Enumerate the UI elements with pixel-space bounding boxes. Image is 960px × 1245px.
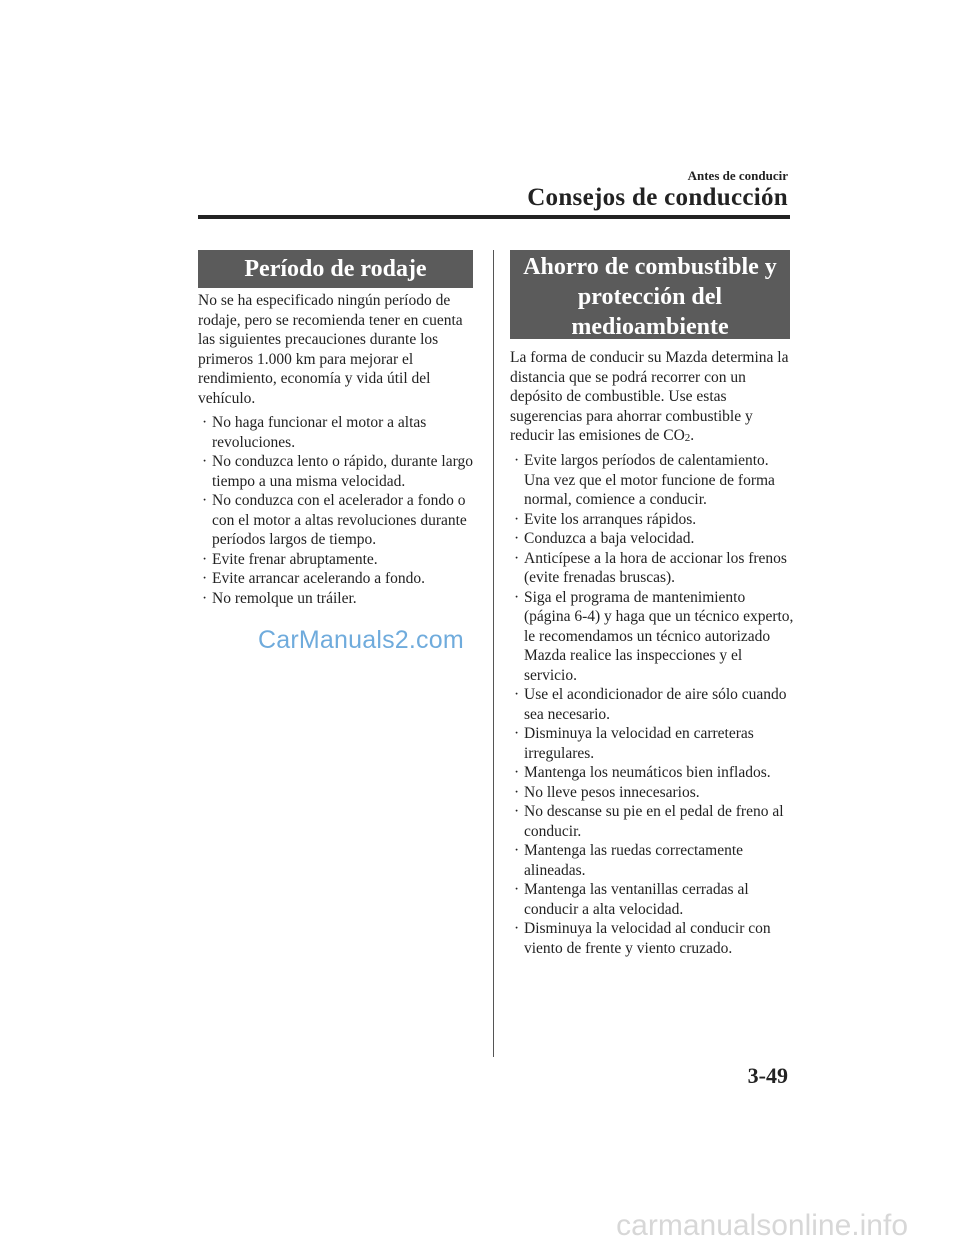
fuel-economy-intro: La forma de conducir su Mazda determina la distancia que se podrá recorrer con un depósito de combustible. Use estas sugerencias para ahorrar combustible y reducir las emisiones de $CO_2$. — [510, 349, 789, 444]
bullet-icon: · — [514, 725, 520, 742]
bullet-icon: · — [514, 530, 520, 547]
page-number: 3-49 — [747, 1063, 788, 1088]
bullet-icon: · — [514, 783, 520, 801]
footer-watermark: carmanualsonline.info — [616, 1209, 908, 1242]
bullet-icon: · — [514, 920, 520, 937]
list-item: · Conduzca a baja velocidad. — [514, 530, 695, 547]
list-item: · Mantenga las ventanillas cerradas al conducir a alta velocidad. — [514, 881, 749, 918]
bullet-icon: · — [514, 588, 520, 606]
bullet-icon: · — [202, 589, 208, 607]
list-item: · Evite arrancar acelerando a fondo. — [202, 570, 425, 587]
list-item: · No remolque un tráiler. — [202, 589, 357, 607]
list-item: · Mantenga las ruedas correctamente alineadas. — [514, 842, 744, 879]
heading-line: protección del — [577, 284, 723, 310]
list-item: · Anticípese a la hora de accionar los frenos (evite frenadas bruscas). — [514, 549, 787, 586]
bullet-icon: · — [514, 452, 520, 469]
list-item: · Evite largos períodos de calentamiento. Una vez que el motor funcione de forma normal, comience a conducir. — [514, 452, 775, 508]
heading-line: Ahorro de combustible y — [523, 254, 777, 280]
bullet-icon: · — [514, 803, 520, 820]
watermark-logo: CarManuals2.com — [258, 626, 464, 654]
heading-line: medioambiente — [571, 314, 729, 340]
list-item: · No lleve pesos innecesarios. — [514, 783, 700, 801]
bullet-icon: · — [514, 764, 520, 781]
chapter-label: Antes de conducir — [687, 168, 788, 183]
fuel-economy-list — [510, 451, 795, 958]
list-item: · Evite los arranques rápidos. — [514, 510, 697, 528]
list-item: · Mantenga los neumáticos bien inflados. — [514, 764, 771, 781]
list-item: · Siga el programa de mantenimiento (página 6-4) y haga que un técnico experto, le recomendamos un técnico autorizado Mazda realice las inspecciones y el servicio. — [514, 588, 794, 684]
header-rule — [198, 215, 790, 219]
bullet-icon: · — [202, 570, 208, 587]
bullet-icon: · — [514, 686, 520, 703]
heading-fuel-economy — [510, 250, 790, 339]
list-item: · Evite frenar abruptamente. — [202, 550, 378, 568]
list-item: · Disminuya la velocidad al conducir con viento de frente y viento cruzado. — [514, 920, 771, 957]
bullet-icon: · — [514, 510, 520, 528]
list-item: · Use el acondicionador de aire sólo cuando sea necesario. — [514, 686, 787, 723]
list-item: · No conduzca lento o rápido, durante largo tiempo a una misma velocidad. — [202, 453, 473, 490]
bullet-icon: · — [202, 550, 208, 568]
break-in-list — [198, 413, 480, 608]
co2-subscript: 2 — [684, 432, 691, 444]
bullet-icon: · — [514, 549, 520, 567]
list-item: · No conduzca con el acelerador a fondo o con el motor a altas revoluciones durante períodos largos de tiempo. — [202, 492, 467, 548]
bullet-icon: · — [202, 492, 208, 509]
column-divider — [493, 250, 494, 1057]
break-in-intro: No se ha especificado ningún período de rodaje, pero se recomienda tener en cuenta las siguientes precauciones durante los primeros 1.000 km para mejorar el rendimiento, economía y vida útil del vehículo. — [198, 292, 463, 407]
bullet-icon: · — [202, 453, 208, 470]
bullet-icon: · — [514, 881, 520, 898]
list-item: · Disminuya la velocidad en carreteras irregulares. — [514, 725, 754, 762]
section-title: Consejos de conducción — [527, 184, 788, 211]
heading-break-in-period: Período de rodaje — [198, 250, 473, 288]
bullet-icon: · — [202, 414, 208, 431]
list-item: · No descanse su pie en el pedal de freno al conducir. — [514, 803, 784, 840]
bullet-icon: · — [514, 842, 520, 859]
list-item: · No haga funcionar el motor a altas revoluciones. — [202, 414, 427, 451]
